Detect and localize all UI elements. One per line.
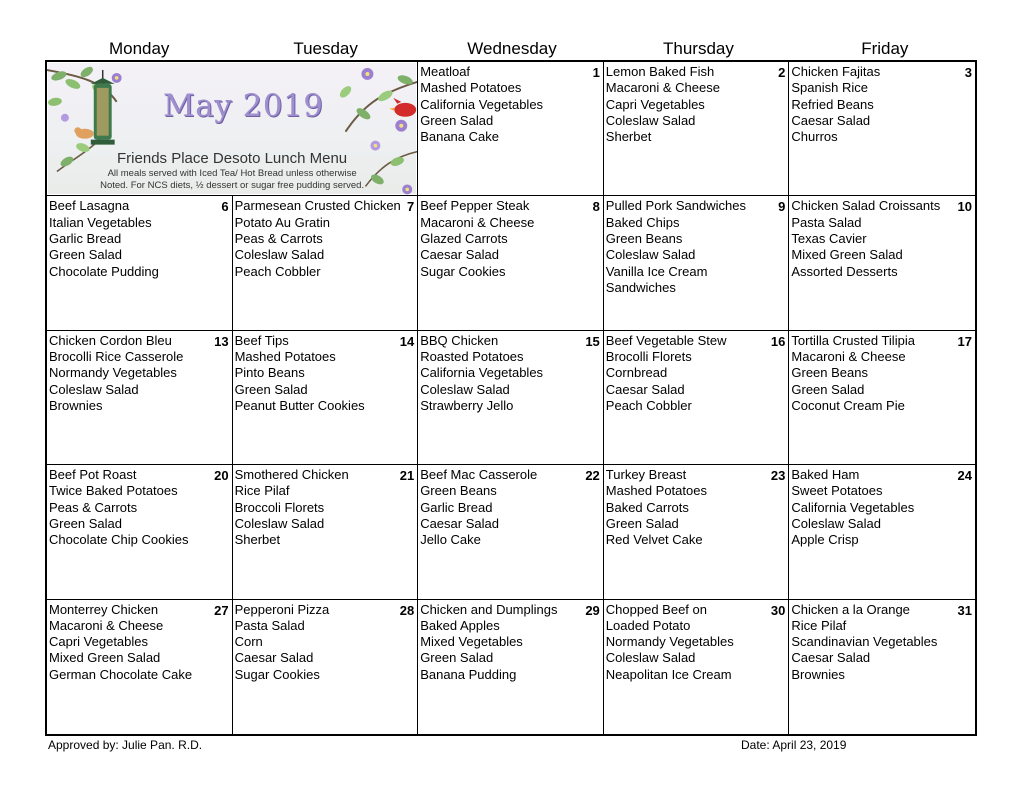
day-cell: [47, 196, 233, 330]
menu-item: Sandwiches: [605, 279, 676, 295]
menu-item: Macaroni & Cheese: [420, 214, 535, 230]
menu-item: Brownies: [791, 666, 845, 682]
weekday-friday: Friday: [861, 39, 909, 58]
menu-item: Coleslaw Salad: [49, 381, 139, 397]
banner-note-line: All meals served with Iced Tea/ Hot Bread unless otherwise: [107, 168, 357, 179]
menu-item: Beef Vegetable Stew: [605, 332, 727, 348]
menu-item: Pinto Beans: [234, 365, 305, 381]
banner-note-line: Noted. For NCS diets, ½ dessert or sugar free pudding served.: [100, 180, 365, 191]
menu-items: [791, 198, 975, 279]
menu-item: Peach Cobbler: [234, 263, 321, 279]
date-number: 2: [778, 65, 786, 80]
day-cell: [789, 600, 975, 734]
menu-item: Normandy Vegetables: [49, 365, 177, 381]
menu-item: Strawberry Jello: [420, 397, 514, 413]
menu-item: German Chocolate Cake: [49, 666, 193, 682]
date-number: 16: [770, 333, 786, 349]
date-number: 10: [957, 199, 972, 215]
date-number: 23: [770, 468, 786, 484]
menu-item: Assorted Desserts: [791, 263, 898, 279]
menu-item: Tortilla Crusted Tilipia: [791, 332, 915, 348]
menu-item: Green Salad: [791, 381, 865, 397]
menu-items: [606, 467, 789, 548]
date-number: 3: [964, 65, 972, 80]
menu-item: Neapolitan Ice Cream: [605, 666, 732, 682]
menu-item: Chicken and Dumplings: [420, 601, 558, 617]
menu-item: Potato Au Gratin: [234, 214, 330, 230]
date-number: 21: [399, 468, 415, 484]
menu-item: Banana Pudding: [420, 666, 517, 682]
menu-item: Green Beans: [420, 483, 497, 499]
date-number: 1: [592, 65, 600, 80]
menu-item: Coleslaw Salad: [605, 112, 696, 128]
menu-item: Baked Carrots: [605, 499, 689, 515]
menu-item: Capri Vegetables: [49, 634, 149, 650]
menu-item: Peach Cobbler: [605, 397, 692, 413]
menu-items: [420, 198, 603, 279]
day-cell: [789, 196, 975, 330]
day-cell: [233, 331, 419, 465]
menu-item: Churros: [791, 129, 838, 145]
menu-item: Mixed Vegetables: [420, 634, 523, 650]
date-number: 27: [214, 602, 229, 618]
menu-item: Green Salad: [605, 516, 679, 532]
menu-item: Chocolate Chip Cookies: [49, 532, 189, 548]
menu-item: Green Salad: [420, 112, 494, 128]
date-number: 24: [957, 468, 972, 484]
menu-item: Green Salad: [420, 650, 494, 666]
day-cell: [604, 465, 790, 599]
day-cell: [789, 62, 975, 196]
menu-banner: [47, 62, 418, 196]
menu-item: Monterrey Chicken: [49, 601, 159, 617]
weekday-monday: Monday: [108, 39, 170, 58]
menu-item: Jello Cake: [420, 532, 481, 548]
menu-item: Turkey Breast: [605, 467, 687, 483]
menu-item: Baked Apples: [420, 617, 500, 633]
menu-item: Pasta Salad: [791, 214, 862, 230]
menu-item: Green Salad: [49, 247, 122, 263]
menu-item: Roasted Potatoes: [420, 349, 524, 365]
menu-items: [606, 198, 789, 296]
menu-item: Macaroni & Cheese: [49, 617, 164, 633]
menu-items: [606, 333, 789, 414]
weekday-header-row: [46, 38, 978, 60]
menu-item: Coleslaw Salad: [605, 650, 696, 666]
weekday-wednesday: Wednesday: [467, 39, 557, 58]
menu-items: [606, 602, 789, 683]
menu-item: Caesar Salad: [420, 516, 499, 532]
bird-feeder-icon: [91, 70, 115, 145]
menu-item: Green Salad: [234, 381, 308, 397]
menu-item: Lemon Baked Fish: [605, 64, 715, 79]
menu-item: Sweet Potatoes: [791, 483, 883, 499]
menu-item: Sherbet: [234, 532, 281, 548]
menu-item: Macaroni & Cheese: [791, 349, 906, 365]
menu-item: Coleslaw Salad: [234, 247, 325, 263]
day-cell: [233, 600, 419, 734]
menu-item: Peas & Carrots: [234, 230, 323, 246]
menu-item: Peanut Butter Cookies: [234, 397, 365, 413]
cardinal-icon: [389, 98, 416, 117]
calendar-grid: [45, 60, 977, 736]
menu-item: Chicken a la Orange: [791, 601, 910, 617]
menu-item: Glazed Carrots: [420, 230, 508, 246]
day-cell: [47, 465, 233, 599]
weekday-tuesday: Tuesday: [293, 39, 358, 58]
menu-item: Coconut Cream Pie: [791, 397, 905, 413]
menu-item: Broccoli Florets: [234, 499, 325, 515]
menu-items: [791, 333, 975, 414]
menu-item: Italian Vegetables: [49, 214, 152, 230]
banner-note: [51, 168, 413, 192]
menu-item: Coleslaw Salad: [234, 516, 325, 532]
date-number: 8: [592, 199, 600, 215]
menu-items: [235, 467, 418, 548]
date-number: 22: [585, 468, 600, 484]
date-number: 13: [214, 333, 229, 349]
menu-item: Beef Mac Casserole: [420, 467, 538, 483]
menu-item: Pepperoni Pizza: [234, 601, 330, 617]
date-number: 31: [957, 602, 972, 618]
date-number: 29: [585, 602, 600, 618]
menu-item: Sherbet: [605, 129, 652, 145]
menu-item: Green Salad: [49, 516, 122, 532]
menu-item: Caesar Salad: [791, 112, 871, 128]
menu-item: Brownies: [49, 397, 103, 413]
menu-item: Beef Tips: [234, 332, 289, 348]
day-cell: [233, 465, 419, 599]
menu-item: Beef Lasagna: [49, 198, 130, 214]
day-cell: [418, 196, 604, 330]
menu-items: [420, 467, 603, 548]
menu-item: Baked Chips: [605, 214, 680, 230]
menu-item: Chocolate Pudding: [49, 263, 159, 279]
menu-item: Brocolli Florets: [605, 349, 692, 365]
menu-item: Garlic Bread: [420, 499, 493, 515]
day-cell: [47, 600, 233, 734]
menu-item: Mixed Green Salad: [49, 650, 161, 666]
menu-item: Texas Cavier: [791, 230, 867, 246]
day-cell: [418, 62, 604, 196]
menu-item: Caesar Salad: [420, 247, 499, 263]
menu-item: Coleslaw Salad: [791, 516, 881, 532]
menu-item: Rice Pilaf: [234, 483, 290, 499]
day-cell: [604, 600, 790, 734]
approved-by: Approved by: Julie Pan. R.D.: [48, 738, 203, 752]
date-number: 17: [957, 333, 972, 349]
menu-item: Chicken Salad Croissants: [791, 198, 941, 214]
menu-item: Rice Pilaf: [791, 617, 847, 633]
menu-item: Pasta Salad: [234, 617, 305, 633]
menu-item: Loaded Potato: [605, 617, 691, 633]
menu-item: Garlic Bread: [49, 230, 122, 246]
menu-items: [791, 467, 975, 548]
menu-item: Caesar Salad: [605, 381, 685, 397]
menu-item: Brocolli Rice Casserole: [49, 349, 184, 365]
day-cell: [233, 196, 419, 330]
menu-items: [420, 64, 603, 145]
menu-item: Capri Vegetables: [605, 96, 705, 112]
date-number: 7: [406, 199, 415, 215]
menu-item: Parmesean Crusted Chicken: [234, 198, 401, 214]
menu-item: California Vegetables: [420, 365, 544, 381]
menu-item: Chicken Fajitas: [791, 64, 881, 79]
menu-items: [606, 64, 789, 145]
menu-item: BBQ Chicken: [420, 332, 499, 348]
day-cell: [47, 331, 233, 465]
date-number: 20: [214, 468, 229, 484]
menu-items: [235, 333, 418, 414]
menu-items: [420, 602, 603, 683]
date-number: 6: [221, 199, 229, 215]
date-number: 9: [778, 199, 786, 215]
menu-item: Meatloaf: [420, 64, 471, 79]
day-cell: [604, 196, 790, 330]
menu-items: [420, 333, 603, 414]
day-cell: [604, 331, 790, 465]
menu-items: [791, 64, 975, 145]
menu-item: Normandy Vegetables: [605, 634, 734, 650]
menu-item: Scandinavian Vegetables: [791, 634, 938, 650]
day-cell: [418, 600, 604, 734]
menu-item: Vanilla Ice Cream: [605, 263, 708, 279]
menu-item: Pulled Pork Sandwiches: [605, 198, 746, 214]
menu-item: Baked Ham: [791, 467, 860, 483]
menu-item: Mixed Green Salad: [791, 247, 903, 263]
day-cell: [418, 331, 604, 465]
menu-item: Beef Pepper Steak: [420, 198, 530, 214]
menu-item: Coleslaw Salad: [605, 247, 696, 263]
menu-item: Twice Baked Potatoes: [49, 483, 178, 499]
menu-item: Green Beans: [605, 230, 683, 246]
menu-item: Sugar Cookies: [234, 666, 320, 682]
menu-item: Chopped Beef on: [605, 601, 707, 617]
menu-item: Mashed Potatoes: [420, 80, 522, 96]
menu-items: [235, 602, 418, 683]
menu-item: Coleslaw Salad: [420, 381, 510, 397]
menu-item: Red Velvet Cake: [605, 532, 703, 548]
menu-item: California Vegetables: [420, 96, 544, 112]
menu-items: [791, 602, 975, 683]
menu-item: Caesar Salad: [234, 650, 314, 666]
menu-item: Sugar Cookies: [420, 263, 506, 279]
date-number: 14: [399, 333, 415, 349]
menu-item: Banana Cake: [420, 129, 499, 145]
menu-item: Mashed Potatoes: [605, 483, 707, 499]
menu-items: [235, 198, 418, 279]
weekday-thursday: Thursday: [662, 39, 734, 58]
menu-item: Spanish Rice: [791, 80, 868, 96]
banner-title: May 2019: [163, 88, 324, 124]
day-cell: [789, 465, 975, 599]
menu-items: [49, 198, 232, 279]
banner-subtitle: Friends Place Desoto Lunch Menu: [117, 150, 348, 167]
menu-item: California Vegetables: [791, 499, 915, 515]
date-number: 28: [399, 602, 415, 618]
menu-item: Beef Pot Roast: [49, 467, 137, 483]
menu-item: Apple Crisp: [791, 532, 859, 548]
menu-item: Smothered Chicken: [234, 467, 349, 483]
day-cell: [604, 62, 790, 196]
day-cell: [418, 465, 604, 599]
menu-items: [49, 602, 232, 683]
menu-item: Caesar Salad: [791, 650, 871, 666]
menu-item: Cornbread: [605, 365, 668, 381]
menu-items: [49, 467, 232, 548]
day-cell: [789, 331, 975, 465]
menu-item: Mashed Potatoes: [234, 349, 336, 365]
small-bird-icon: [74, 127, 93, 138]
menu-item: Macaroni & Cheese: [605, 80, 720, 96]
menu-item: Chicken Cordon Bleu: [49, 332, 172, 348]
menu-item: Corn: [234, 634, 263, 650]
menu-item: Peas & Carrots: [49, 499, 138, 515]
date-number: 30: [770, 602, 786, 618]
menu-item: Refried Beans: [791, 96, 874, 112]
date-number: 15: [585, 333, 600, 349]
menu-items: [49, 333, 232, 414]
menu-date: Date: April 23, 2019: [741, 738, 847, 752]
menu-item: Green Beans: [791, 365, 868, 381]
